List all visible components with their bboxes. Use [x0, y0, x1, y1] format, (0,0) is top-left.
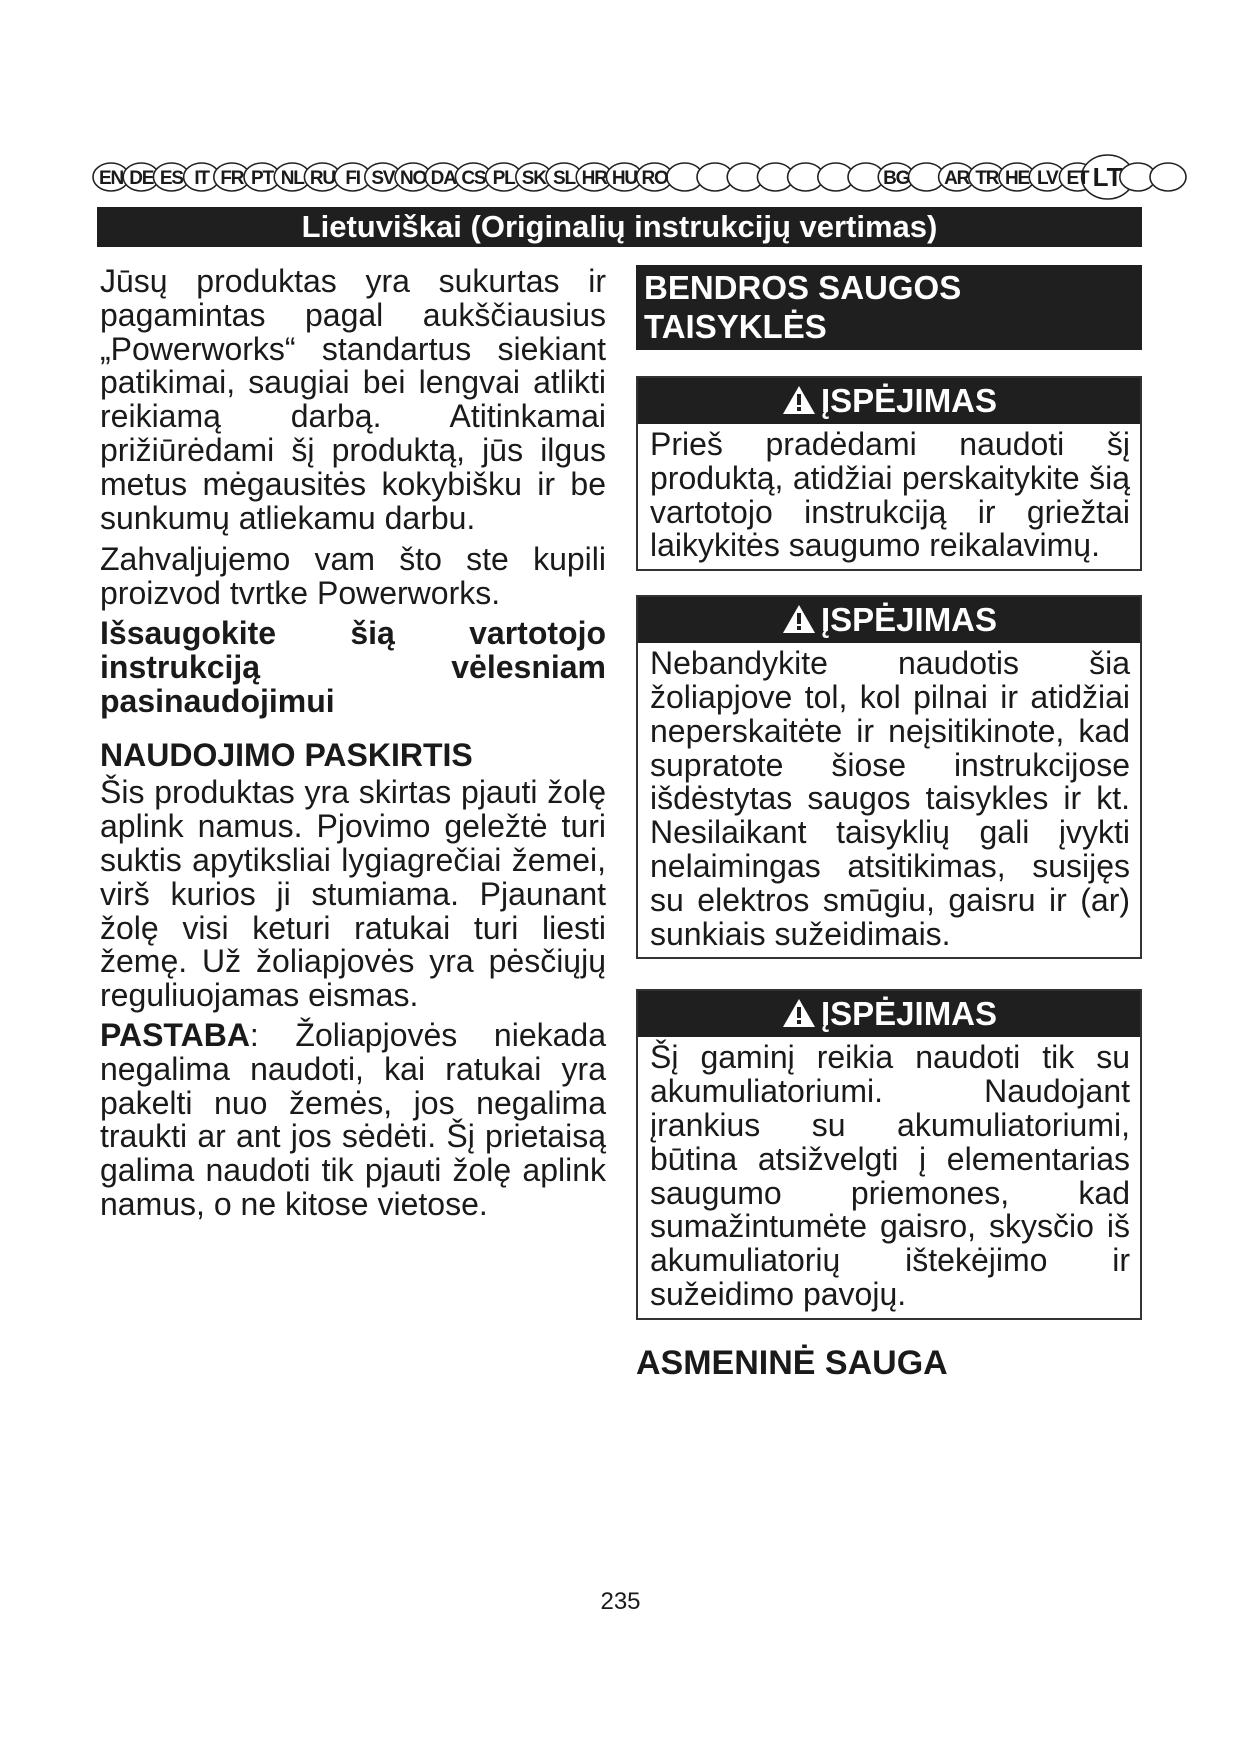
language-tab-label: BG: [883, 168, 910, 189]
language-tab-label: DA: [430, 168, 456, 189]
language-tab-label: ET: [1066, 168, 1089, 189]
left-column: [100, 265, 606, 1222]
language-tab-label: EN: [99, 168, 123, 189]
warning-text: Prieš pradėdami naudoti šį produktą, atidžiai perskaitykite šią vartotojo instrukciją ir griežtai laikykitės saugumo reikalavimų.: [650, 426, 1130, 564]
language-tab-blank: [1150, 163, 1186, 191]
language-tab-label: TR: [975, 168, 999, 189]
warning-box-1: [636, 376, 1142, 571]
language-tab-label: NO: [399, 168, 427, 189]
language-tab-label: PL: [492, 168, 515, 189]
warning-header: [638, 991, 1140, 1037]
warning-label: ĮSPĖJIMAS: [820, 601, 998, 639]
right-column: [636, 265, 1142, 1380]
language-tab-label: SV: [371, 168, 395, 189]
warning-header: [638, 597, 1140, 643]
language-tab-label: LT: [1092, 162, 1123, 192]
language-tab-label: AR: [944, 168, 970, 189]
language-tab-label: HR: [581, 168, 607, 189]
warning-text: Šį gaminį reikia naudoti tik su akumuliatoriumi. Naudojant įrankius su akumuliatoriumi, būtina atsižvelgti į elementarias saugumo priemones, kad sumažintumėte gaisro, skysčio iš akumuliatorių ištekėjimo ir sužeidimo pavojų.: [650, 1039, 1130, 1312]
warning-label: ĮSPĖJIMAS: [820, 382, 998, 419]
save-instructions-note: Išsaugokite šią vartotojo instrukciją vėlesniam pasinaudojimui: [100, 614, 606, 719]
language-tab-label: DE: [129, 168, 154, 189]
page-title: Lietuviškai (Originalių instrukcijų vertimas): [97, 207, 1142, 247]
warning-header: [638, 378, 1140, 424]
language-tab-label: HU: [611, 168, 637, 189]
note-label: PASTABA: [100, 1016, 250, 1053]
note-paragraph: [100, 1016, 606, 1222]
intro-paragraph: Jūsų produktas yra sukurtas ir pagamintas pagal aukščiausius „Powerworks“ standartus siekiant patikimai, saugiai bei lengvai atlikti reikiamą darbą. Atitinkamai prižiūrėdami šį produktą, jūs ilgus metus mėgausitės kokybišku ir be sunkumų atliekamu darbu.: [100, 263, 606, 536]
language-tab-label: PT: [251, 168, 273, 189]
warning-triangle-icon: [781, 382, 817, 428]
warning-box-2: [636, 595, 1142, 959]
language-tab-label: IT: [194, 168, 209, 189]
language-tab-label: RO: [641, 168, 668, 189]
language-tab-label: HE: [1005, 168, 1029, 189]
language-tab-label: FR: [220, 168, 244, 189]
warning-text: Nebandykite naudotis šia žoliapjove tol, kol pilnai ir atidžiai neperskaitėte ir neįsitikinote, kad supratote šiose instrukcijose išdėstytas saugos taisykles ir kt. Nesilaikant taisyklių gali įvykti nelaimingas atsitikimas, susijęs su elektros smūgiu, gaisru ir (ar) sunkiais sužeidimais.: [650, 645, 1130, 952]
warning-label: ĮSPĖJIMAS: [820, 995, 998, 1033]
language-tab-label: NL: [280, 168, 304, 189]
personal-safety-heading: ASMENINĖ SAUGA: [636, 1343, 948, 1382]
language-tab-label: RU: [309, 168, 335, 189]
language-tab-label: SL: [553, 168, 575, 189]
general-safety-heading: BENDROS SAUGOS TAISYKLĖS: [636, 265, 1142, 350]
purpose-heading: NAUDOJIMO PASKIRTIS: [100, 737, 473, 774]
language-tab-label: CS: [461, 168, 486, 189]
warning-triangle-icon: [781, 601, 817, 647]
language-tabs: [93, 160, 1153, 198]
language-tab-strip: [93, 160, 1153, 200]
warning-box-3: [636, 989, 1142, 1319]
page-number: 235: [600, 1588, 641, 1615]
language-tab-label: LV: [1036, 168, 1058, 189]
language-tab-label: FI: [345, 168, 360, 189]
note-text: : Žoliapjovės niekada negalima naudoti, kai ratukai yra pakelti nuo žemės, jos negalima traukti ar ant jos sėdėti. Šį prietaisą galima naudoti tik pjauti žolę aplink namus, o ne kitose vietose.: [100, 1016, 606, 1222]
warning-triangle-icon: [781, 995, 817, 1041]
language-tab-label: SK: [521, 168, 546, 189]
language-tab-label: ES: [159, 168, 183, 189]
thanks-paragraph: Zahvaljujemo vam što ste kupili proizvod tvrtke Powerworks.: [100, 541, 606, 612]
purpose-paragraph: Šis produktas yra skirtas pjauti žolę aplink namus. Pjovimo geležtė turi suktis apytiksliai lygiagrečiai žemei, virš kurios ji stumiama. Pjaunant žolę visi keturi ratukai turi liesti žemę. Už žoliapjovės yra pėsčiųjų reguliuojamas eismas.: [100, 774, 606, 1014]
